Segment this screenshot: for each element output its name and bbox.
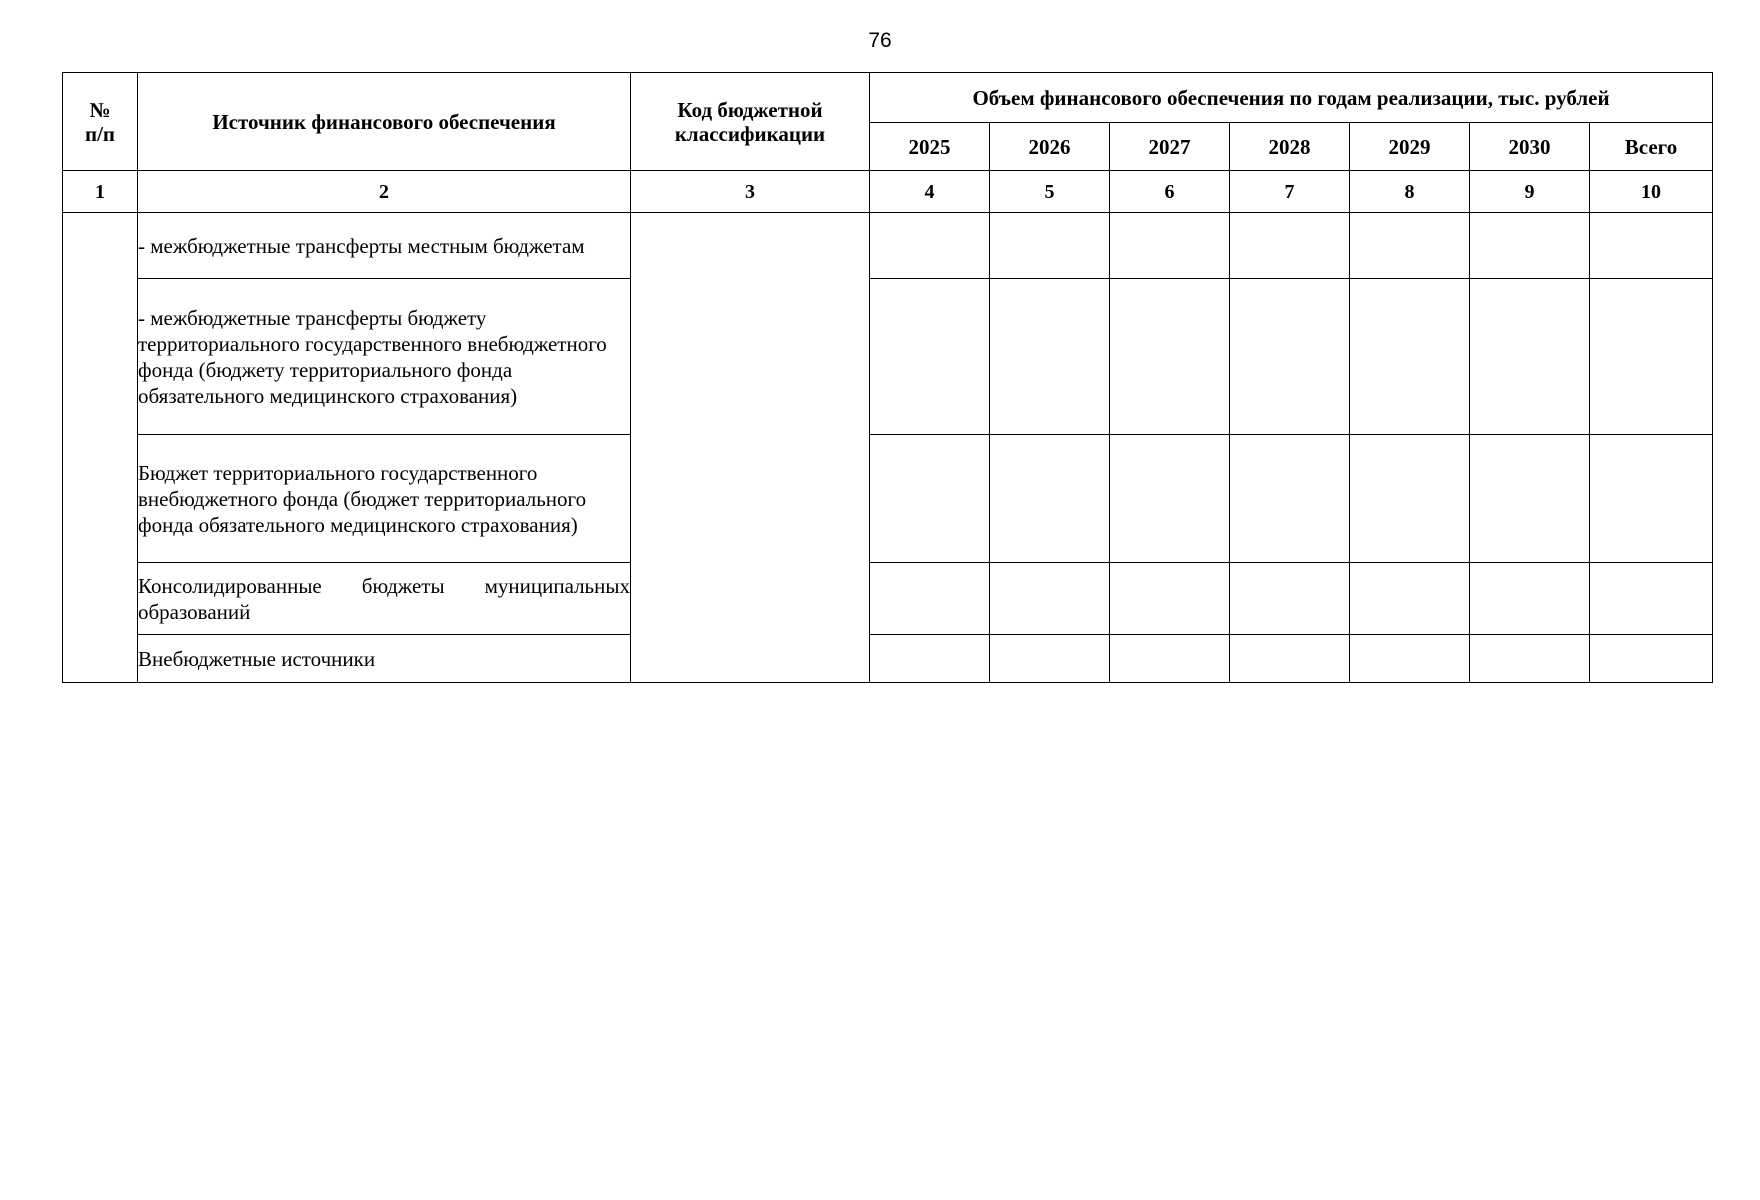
value-cell bbox=[990, 279, 1110, 435]
value-cell bbox=[990, 635, 1110, 683]
column-number: 7 bbox=[1230, 171, 1350, 213]
source-cell: - межбюджетные трансферты местным бюджетам bbox=[138, 213, 631, 279]
financing-table bbox=[62, 72, 1713, 683]
source-cell: - межбюджетные трансферты бюджету территориального государственного внебюджетного фонда (бюджету территориального фонда обязательного медицинского страхования) bbox=[138, 279, 631, 435]
row-num-cell bbox=[63, 213, 138, 683]
header-year-2030: 2030 bbox=[1470, 123, 1590, 171]
code-cell bbox=[631, 213, 870, 683]
header-code: Код бюджетной классификации bbox=[631, 73, 870, 171]
table-row bbox=[63, 213, 1713, 279]
column-number: 5 bbox=[990, 171, 1110, 213]
header-year-2027: 2027 bbox=[1110, 123, 1230, 171]
value-cell bbox=[1110, 279, 1230, 435]
value-cell bbox=[990, 435, 1110, 563]
value-cell bbox=[1110, 563, 1230, 635]
value-cell bbox=[1230, 279, 1350, 435]
value-cell bbox=[870, 563, 990, 635]
value-cell bbox=[1350, 435, 1470, 563]
column-number: 3 bbox=[631, 171, 870, 213]
column-number: 6 bbox=[1110, 171, 1230, 213]
value-cell bbox=[1590, 213, 1713, 279]
page-number: 76 bbox=[868, 29, 892, 52]
value-cell bbox=[1350, 635, 1470, 683]
value-cell bbox=[1230, 213, 1350, 279]
value-cell bbox=[1590, 279, 1713, 435]
header-num: № п/п bbox=[63, 73, 138, 171]
table-row bbox=[63, 279, 1713, 435]
table-row bbox=[63, 563, 1713, 635]
header-year-2028: 2028 bbox=[1230, 123, 1350, 171]
value-cell bbox=[1470, 635, 1590, 683]
header-year-2029: 2029 bbox=[1350, 123, 1470, 171]
value-cell bbox=[870, 279, 990, 435]
header-year-2026: 2026 bbox=[990, 123, 1110, 171]
value-cell bbox=[870, 213, 990, 279]
value-cell bbox=[1110, 635, 1230, 683]
value-cell bbox=[1590, 563, 1713, 635]
value-cell bbox=[1590, 635, 1713, 683]
column-number: 1 bbox=[63, 171, 138, 213]
value-cell bbox=[1350, 563, 1470, 635]
header-total: Всего bbox=[1590, 123, 1713, 171]
source-cell: Бюджет территориального государственного внебюджетного фонда (бюджет территориального фонда обязательного медицинского страхования) bbox=[138, 435, 631, 563]
header-source: Источник финансового обеспечения bbox=[138, 73, 631, 171]
value-cell bbox=[1230, 435, 1350, 563]
column-number: 4 bbox=[870, 171, 990, 213]
value-cell bbox=[1470, 213, 1590, 279]
value-cell bbox=[1470, 279, 1590, 435]
column-number: 9 bbox=[1470, 171, 1590, 213]
value-cell bbox=[1110, 213, 1230, 279]
column-number: 2 bbox=[138, 171, 631, 213]
value-cell bbox=[870, 635, 990, 683]
source-cell: Консолидированные бюджеты муниципальных образований bbox=[138, 563, 631, 635]
value-cell bbox=[1230, 635, 1350, 683]
value-cell bbox=[990, 213, 1110, 279]
value-cell bbox=[1470, 563, 1590, 635]
value-cell bbox=[1590, 435, 1713, 563]
source-cell: Внебюджетные источники bbox=[138, 635, 631, 683]
value-cell bbox=[1110, 435, 1230, 563]
column-number: 10 bbox=[1590, 171, 1713, 213]
value-cell bbox=[870, 435, 990, 563]
table-row bbox=[63, 635, 1713, 683]
value-cell bbox=[1230, 563, 1350, 635]
value-cell bbox=[1470, 435, 1590, 563]
value-cell bbox=[990, 563, 1110, 635]
header-year-2025: 2025 bbox=[870, 123, 990, 171]
value-cell bbox=[1350, 213, 1470, 279]
header-volume: Объем финансового обеспечения по годам реализации, тыс. рублей bbox=[870, 73, 1713, 123]
value-cell bbox=[1350, 279, 1470, 435]
table-row bbox=[63, 435, 1713, 563]
column-number: 8 bbox=[1350, 171, 1470, 213]
header-row-top bbox=[63, 73, 1713, 123]
column-number-row bbox=[63, 171, 1713, 213]
